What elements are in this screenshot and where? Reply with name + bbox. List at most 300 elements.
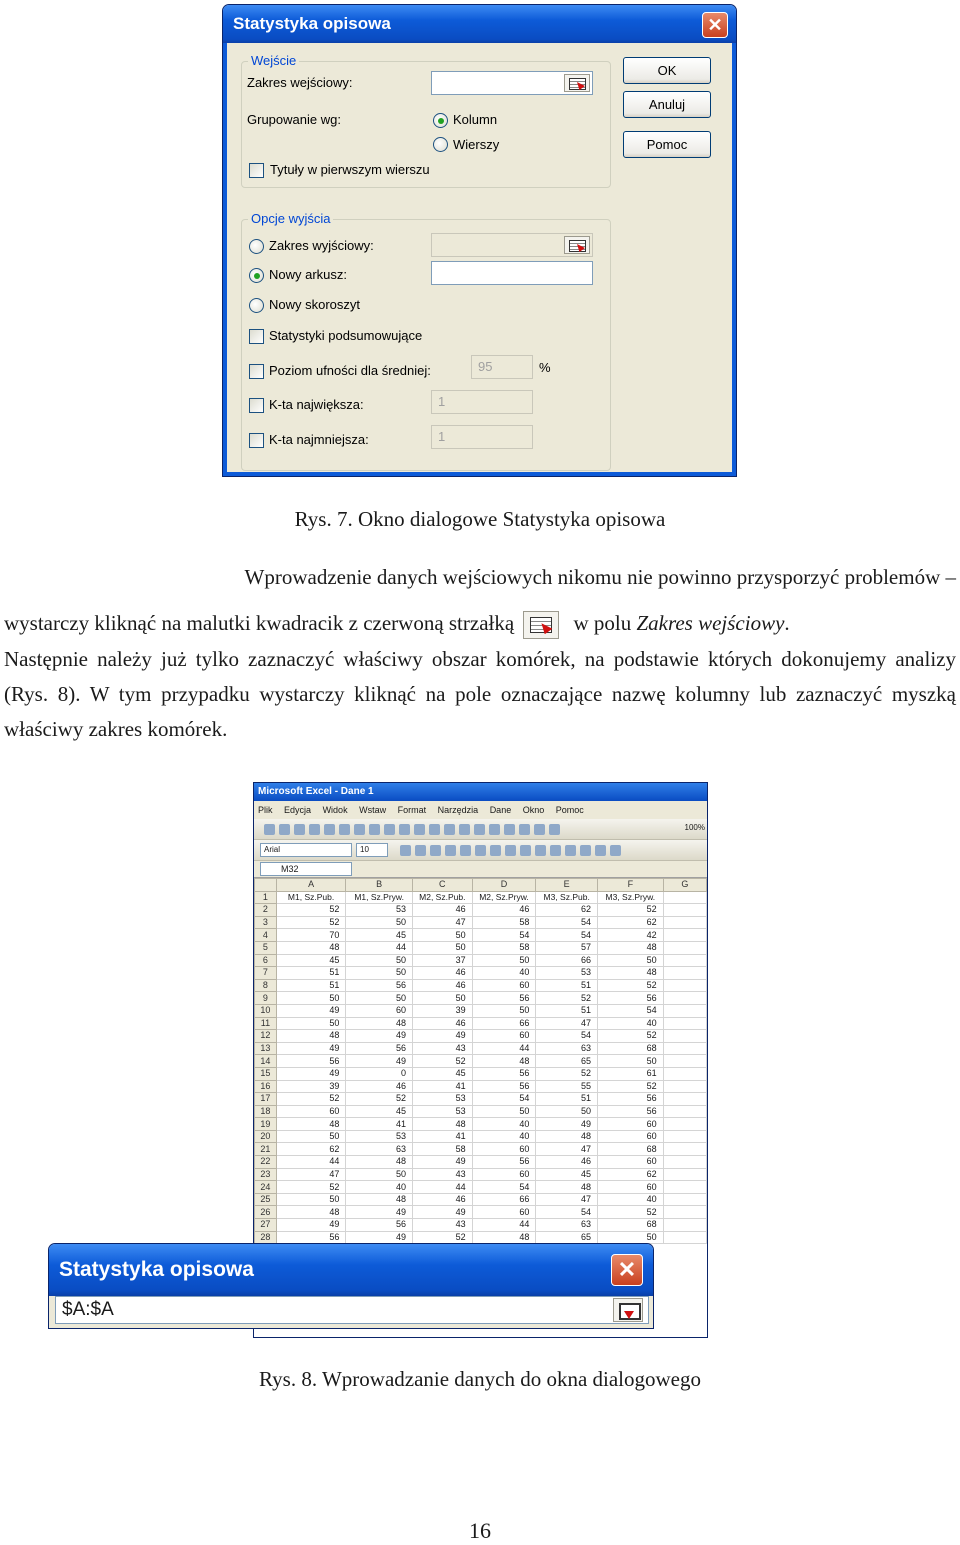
- data-cell[interactable]: 44: [276, 1156, 345, 1169]
- data-cell[interactable]: 43: [412, 1219, 472, 1232]
- data-cell[interactable]: 62: [598, 1168, 664, 1181]
- data-cell[interactable]: 49: [276, 1067, 345, 1080]
- undo-icon[interactable]: [444, 824, 455, 835]
- new-icon[interactable]: [264, 824, 275, 835]
- data-cell[interactable]: 60: [346, 1004, 413, 1017]
- data-cell[interactable]: 65: [536, 1231, 598, 1244]
- data-cell[interactable]: 40: [598, 1017, 664, 1030]
- column-header-f[interactable]: F: [598, 879, 664, 892]
- data-cell[interactable]: 48: [598, 941, 664, 954]
- row-header[interactable]: 16: [255, 1080, 277, 1093]
- data-cell[interactable]: 56: [472, 1156, 536, 1169]
- confidence-level-checkbox[interactable]: [249, 364, 264, 379]
- data-cell[interactable]: 56: [598, 992, 664, 1005]
- data-cell[interactable]: 68: [598, 1042, 664, 1055]
- data-cell[interactable]: 60: [598, 1118, 664, 1131]
- row-header[interactable]: 15: [255, 1067, 277, 1080]
- data-cell[interactable]: 47: [536, 1017, 598, 1030]
- data-cell[interactable]: 39: [412, 1004, 472, 1017]
- data-cell[interactable]: 49: [412, 1156, 472, 1169]
- row-header[interactable]: 21: [255, 1143, 277, 1156]
- column-header-a[interactable]: A: [276, 879, 345, 892]
- header-cell[interactable]: M1, Sz.Pub.: [276, 891, 345, 904]
- empty-cell[interactable]: [663, 967, 706, 980]
- data-cell[interactable]: 40: [472, 1130, 536, 1143]
- open-icon[interactable]: [279, 824, 290, 835]
- row-header[interactable]: 2: [255, 904, 277, 917]
- data-cell[interactable]: 52: [276, 916, 345, 929]
- empty-cell[interactable]: [663, 954, 706, 967]
- empty-cell[interactable]: [663, 1042, 706, 1055]
- merge-icon[interactable]: [490, 845, 501, 856]
- data-cell[interactable]: 52: [346, 1093, 413, 1106]
- range-input-field[interactable]: $A:$A: [55, 1296, 649, 1324]
- kth-largest-checkbox[interactable]: [249, 398, 264, 413]
- data-cell[interactable]: 49: [346, 1231, 413, 1244]
- data-cell[interactable]: 40: [598, 1193, 664, 1206]
- help-button[interactable]: Pomoc: [623, 131, 711, 158]
- data-cell[interactable]: 50: [346, 967, 413, 980]
- row-header[interactable]: 18: [255, 1105, 277, 1118]
- data-cell[interactable]: 49: [346, 1206, 413, 1219]
- data-cell[interactable]: 45: [412, 1067, 472, 1080]
- data-cell[interactable]: 51: [536, 1004, 598, 1017]
- align-left-icon[interactable]: [445, 845, 456, 856]
- cancel-button[interactable]: Anuluj: [623, 91, 711, 118]
- data-cell[interactable]: 66: [536, 954, 598, 967]
- spelling-icon[interactable]: [354, 824, 365, 835]
- data-cell[interactable]: 53: [412, 1105, 472, 1118]
- data-cell[interactable]: 47: [276, 1168, 345, 1181]
- data-cell[interactable]: 60: [472, 1168, 536, 1181]
- data-cell[interactable]: 70: [276, 929, 345, 942]
- name-box[interactable]: M32: [260, 862, 352, 876]
- data-cell[interactable]: 48: [276, 1118, 345, 1131]
- cut-icon[interactable]: [384, 824, 395, 835]
- row-header[interactable]: 12: [255, 1030, 277, 1043]
- new-workbook-radio[interactable]: [249, 298, 264, 313]
- data-cell[interactable]: 44: [472, 1042, 536, 1055]
- data-cell[interactable]: 58: [472, 916, 536, 929]
- data-cell[interactable]: 60: [598, 1181, 664, 1194]
- column-header-b[interactable]: B: [346, 879, 413, 892]
- data-cell[interactable]: 54: [472, 1181, 536, 1194]
- data-cell[interactable]: 44: [412, 1181, 472, 1194]
- data-cell[interactable]: 54: [536, 1030, 598, 1043]
- zoom-level[interactable]: 100%: [684, 823, 705, 832]
- data-cell[interactable]: 40: [472, 1118, 536, 1131]
- data-cell[interactable]: 46: [346, 1080, 413, 1093]
- data-cell[interactable]: 44: [346, 941, 413, 954]
- empty-cell[interactable]: [663, 891, 706, 904]
- ok-button[interactable]: OK: [623, 57, 711, 84]
- data-cell[interactable]: 48: [276, 1206, 345, 1219]
- data-cell[interactable]: 58: [412, 1143, 472, 1156]
- data-cell[interactable]: 50: [276, 992, 345, 1005]
- data-cell[interactable]: 52: [412, 1231, 472, 1244]
- row-header[interactable]: 1: [255, 891, 277, 904]
- empty-cell[interactable]: [663, 1067, 706, 1080]
- data-cell[interactable]: 50: [276, 1017, 345, 1030]
- data-cell[interactable]: 50: [276, 1193, 345, 1206]
- empty-cell[interactable]: [663, 1130, 706, 1143]
- data-cell[interactable]: 60: [472, 1143, 536, 1156]
- data-cell[interactable]: 60: [276, 1105, 345, 1118]
- data-cell[interactable]: 48: [536, 1181, 598, 1194]
- row-header[interactable]: 7: [255, 967, 277, 980]
- row-header[interactable]: 19: [255, 1118, 277, 1131]
- data-cell[interactable]: 51: [276, 979, 345, 992]
- empty-cell[interactable]: [663, 1004, 706, 1017]
- bold-icon[interactable]: [400, 845, 411, 856]
- data-cell[interactable]: 54: [472, 1093, 536, 1106]
- decimal-icon[interactable]: [550, 845, 561, 856]
- data-cell[interactable]: 52: [598, 1206, 664, 1219]
- data-cell[interactable]: 46: [412, 979, 472, 992]
- data-cell[interactable]: 49: [346, 1030, 413, 1043]
- font-size-box[interactable]: 10: [356, 843, 388, 857]
- data-cell[interactable]: 52: [276, 1181, 345, 1194]
- font-color-icon[interactable]: [610, 845, 621, 856]
- data-cell[interactable]: 54: [598, 1004, 664, 1017]
- close-icon[interactable]: ✕: [702, 12, 728, 38]
- data-cell[interactable]: 49: [276, 1042, 345, 1055]
- data-cell[interactable]: 49: [536, 1118, 598, 1131]
- preview-icon[interactable]: [339, 824, 350, 835]
- range-select-icon[interactable]: [564, 74, 590, 92]
- data-cell[interactable]: 66: [472, 1017, 536, 1030]
- align-right-icon[interactable]: [475, 845, 486, 856]
- data-cell[interactable]: 48: [346, 1193, 413, 1206]
- data-cell[interactable]: 60: [472, 1030, 536, 1043]
- empty-cell[interactable]: [663, 1181, 706, 1194]
- data-cell[interactable]: 52: [598, 1080, 664, 1093]
- data-cell[interactable]: 46: [412, 967, 472, 980]
- data-cell[interactable]: 37: [412, 954, 472, 967]
- data-cell[interactable]: 50: [472, 954, 536, 967]
- data-cell[interactable]: 52: [276, 1093, 345, 1106]
- row-header[interactable]: 24: [255, 1181, 277, 1194]
- menu-insert[interactable]: Wstaw: [359, 805, 387, 815]
- fill-color-icon[interactable]: [595, 845, 606, 856]
- empty-cell[interactable]: [663, 941, 706, 954]
- paste-icon[interactable]: [414, 824, 425, 835]
- menu-tools[interactable]: Narzędzia: [437, 805, 479, 815]
- row-header[interactable]: 4: [255, 929, 277, 942]
- data-cell[interactable]: 50: [598, 1231, 664, 1244]
- empty-cell[interactable]: [663, 916, 706, 929]
- data-cell[interactable]: 46: [536, 1156, 598, 1169]
- menu-data[interactable]: Dane: [489, 805, 512, 815]
- redo-icon[interactable]: [459, 824, 470, 835]
- data-cell[interactable]: 68: [598, 1143, 664, 1156]
- data-cell[interactable]: 45: [346, 1105, 413, 1118]
- data-cell[interactable]: 48: [472, 1231, 536, 1244]
- empty-cell[interactable]: [663, 1118, 706, 1131]
- align-center-icon[interactable]: [460, 845, 471, 856]
- data-cell[interactable]: 56: [346, 1219, 413, 1232]
- copy-icon[interactable]: [399, 824, 410, 835]
- data-cell[interactable]: 41: [412, 1130, 472, 1143]
- data-cell[interactable]: 56: [276, 1231, 345, 1244]
- data-cell[interactable]: 52: [598, 979, 664, 992]
- data-cell[interactable]: 62: [598, 916, 664, 929]
- data-cell[interactable]: 50: [472, 1004, 536, 1017]
- data-cell[interactable]: 45: [276, 954, 345, 967]
- data-cell[interactable]: 40: [472, 967, 536, 980]
- header-cell[interactable]: M2, Sz.Pub.: [412, 891, 472, 904]
- data-cell[interactable]: 46: [472, 904, 536, 917]
- column-header-c[interactable]: C: [412, 879, 472, 892]
- confidence-value-field[interactable]: 95: [471, 355, 533, 379]
- percent-icon[interactable]: [520, 845, 531, 856]
- row-header[interactable]: 23: [255, 1168, 277, 1181]
- data-cell[interactable]: 63: [346, 1143, 413, 1156]
- data-cell[interactable]: 62: [536, 904, 598, 917]
- empty-cell[interactable]: [663, 1017, 706, 1030]
- data-cell[interactable]: 47: [412, 916, 472, 929]
- currency-icon[interactable]: [505, 845, 516, 856]
- output-range-radio[interactable]: [249, 239, 264, 254]
- row-header[interactable]: 13: [255, 1042, 277, 1055]
- data-cell[interactable]: 51: [276, 967, 345, 980]
- chart-icon[interactable]: [534, 824, 545, 835]
- select-all-corner[interactable]: [255, 879, 277, 892]
- input-range-field[interactable]: [431, 71, 593, 95]
- data-cell[interactable]: 54: [536, 916, 598, 929]
- data-cell[interactable]: 54: [472, 929, 536, 942]
- save-icon[interactable]: [294, 824, 305, 835]
- data-cell[interactable]: 50: [412, 929, 472, 942]
- data-cell[interactable]: 49: [276, 1219, 345, 1232]
- empty-cell[interactable]: [663, 1168, 706, 1181]
- data-cell[interactable]: 50: [472, 1105, 536, 1118]
- summary-stats-checkbox[interactable]: [249, 329, 264, 344]
- data-cell[interactable]: 56: [346, 1042, 413, 1055]
- new-sheet-radio[interactable]: [249, 268, 264, 283]
- row-header[interactable]: 26: [255, 1206, 277, 1219]
- data-cell[interactable]: 50: [346, 1168, 413, 1181]
- data-cell[interactable]: 56: [472, 1080, 536, 1093]
- data-cell[interactable]: 48: [412, 1118, 472, 1131]
- permission-icon[interactable]: [309, 824, 320, 835]
- data-cell[interactable]: 52: [598, 904, 664, 917]
- group-rows-radio[interactable]: [433, 137, 448, 152]
- data-cell[interactable]: 56: [598, 1105, 664, 1118]
- empty-cell[interactable]: [663, 979, 706, 992]
- data-cell[interactable]: 45: [536, 1168, 598, 1181]
- format-painter-icon[interactable]: [429, 824, 440, 835]
- data-cell[interactable]: 52: [536, 992, 598, 1005]
- data-cell[interactable]: 40: [346, 1181, 413, 1194]
- empty-cell[interactable]: [663, 1206, 706, 1219]
- data-cell[interactable]: 41: [346, 1118, 413, 1131]
- empty-cell[interactable]: [663, 1156, 706, 1169]
- data-cell[interactable]: 63: [536, 1042, 598, 1055]
- kth-smallest-checkbox[interactable]: [249, 433, 264, 448]
- row-header[interactable]: 6: [255, 954, 277, 967]
- thousands-icon[interactable]: [535, 845, 546, 856]
- italic-icon[interactable]: [415, 845, 426, 856]
- empty-cell[interactable]: [663, 1193, 706, 1206]
- column-header-d[interactable]: D: [472, 879, 536, 892]
- data-cell[interactable]: 47: [536, 1143, 598, 1156]
- empty-cell[interactable]: [663, 904, 706, 917]
- data-cell[interactable]: 62: [276, 1143, 345, 1156]
- menu-view[interactable]: Widok: [322, 805, 348, 815]
- data-cell[interactable]: 50: [412, 941, 472, 954]
- data-cell[interactable]: 43: [412, 1168, 472, 1181]
- data-cell[interactable]: 54: [536, 929, 598, 942]
- data-cell[interactable]: 48: [536, 1130, 598, 1143]
- data-cell[interactable]: 56: [598, 1093, 664, 1106]
- output-range-field[interactable]: [431, 233, 593, 257]
- data-cell[interactable]: 60: [472, 1206, 536, 1219]
- header-cell[interactable]: M3, Sz.Pryw.: [598, 891, 664, 904]
- data-cell[interactable]: 48: [472, 1055, 536, 1068]
- data-cell[interactable]: 52: [536, 1067, 598, 1080]
- row-header[interactable]: 3: [255, 916, 277, 929]
- group-columns-radio[interactable]: [433, 113, 448, 128]
- data-cell[interactable]: 50: [536, 1105, 598, 1118]
- empty-cell[interactable]: [663, 1093, 706, 1106]
- row-header[interactable]: 17: [255, 1093, 277, 1106]
- data-cell[interactable]: 48: [276, 941, 345, 954]
- header-cell[interactable]: M1, Sz.Pryw.: [346, 891, 413, 904]
- borders-icon[interactable]: [580, 845, 591, 856]
- column-header-e[interactable]: E: [536, 879, 598, 892]
- sort-asc-icon[interactable]: [504, 824, 515, 835]
- kth-smallest-field[interactable]: 1: [431, 425, 533, 449]
- new-sheet-field[interactable]: [431, 261, 593, 285]
- data-cell[interactable]: 50: [276, 1130, 345, 1143]
- data-cell[interactable]: 43: [412, 1042, 472, 1055]
- data-cell[interactable]: 49: [412, 1206, 472, 1219]
- font-name-box[interactable]: Arial: [260, 843, 352, 857]
- data-cell[interactable]: 49: [276, 1004, 345, 1017]
- data-cell[interactable]: 48: [346, 1017, 413, 1030]
- empty-cell[interactable]: [663, 1080, 706, 1093]
- data-cell[interactable]: 60: [598, 1156, 664, 1169]
- data-cell[interactable]: 51: [536, 1093, 598, 1106]
- data-cell[interactable]: 56: [472, 992, 536, 1005]
- data-cell[interactable]: 66: [472, 1193, 536, 1206]
- row-header[interactable]: 9: [255, 992, 277, 1005]
- empty-cell[interactable]: [663, 992, 706, 1005]
- autosum-icon[interactable]: [489, 824, 500, 835]
- data-cell[interactable]: 58: [472, 941, 536, 954]
- close-icon[interactable]: ✕: [611, 1254, 643, 1286]
- data-cell[interactable]: 52: [598, 1030, 664, 1043]
- row-header[interactable]: 5: [255, 941, 277, 954]
- sort-desc-icon[interactable]: [519, 824, 530, 835]
- data-cell[interactable]: 50: [412, 992, 472, 1005]
- empty-cell[interactable]: [663, 1105, 706, 1118]
- column-header-g[interactable]: G: [663, 879, 706, 892]
- row-header[interactable]: 8: [255, 979, 277, 992]
- row-header[interactable]: 10: [255, 1004, 277, 1017]
- data-cell[interactable]: 50: [346, 992, 413, 1005]
- data-cell[interactable]: 63: [536, 1219, 598, 1232]
- data-cell[interactable]: 45: [346, 929, 413, 942]
- data-cell[interactable]: 50: [346, 954, 413, 967]
- data-cell[interactable]: 53: [412, 1093, 472, 1106]
- data-cell[interactable]: 48: [276, 1030, 345, 1043]
- data-cell[interactable]: 65: [536, 1055, 598, 1068]
- data-cell[interactable]: 47: [536, 1193, 598, 1206]
- empty-cell[interactable]: [663, 929, 706, 942]
- data-cell[interactable]: 50: [346, 916, 413, 929]
- print-icon[interactable]: [324, 824, 335, 835]
- row-header[interactable]: 28: [255, 1231, 277, 1244]
- data-cell[interactable]: 60: [598, 1130, 664, 1143]
- research-icon[interactable]: [369, 824, 380, 835]
- row-header[interactable]: 11: [255, 1017, 277, 1030]
- menu-edit[interactable]: Edycja: [284, 805, 312, 815]
- menu-window[interactable]: Okno: [522, 805, 545, 815]
- row-header[interactable]: 14: [255, 1055, 277, 1068]
- data-cell[interactable]: 46: [412, 904, 472, 917]
- row-header[interactable]: 27: [255, 1219, 277, 1232]
- data-cell[interactable]: 61: [598, 1067, 664, 1080]
- data-cell[interactable]: 55: [536, 1080, 598, 1093]
- empty-cell[interactable]: [663, 1143, 706, 1156]
- data-cell[interactable]: 52: [412, 1055, 472, 1068]
- underline-icon[interactable]: [430, 845, 441, 856]
- hyperlink-icon[interactable]: [474, 824, 485, 835]
- data-cell[interactable]: 68: [598, 1219, 664, 1232]
- header-cell[interactable]: M3, Sz.Pub.: [536, 891, 598, 904]
- data-cell[interactable]: 44: [472, 1219, 536, 1232]
- row-header[interactable]: 20: [255, 1130, 277, 1143]
- data-cell[interactable]: 48: [346, 1156, 413, 1169]
- data-cell[interactable]: 39: [276, 1080, 345, 1093]
- data-cell[interactable]: 49: [346, 1055, 413, 1068]
- data-cell[interactable]: 0: [346, 1067, 413, 1080]
- data-cell[interactable]: 52: [276, 904, 345, 917]
- data-cell[interactable]: 56: [276, 1055, 345, 1068]
- data-cell[interactable]: 56: [472, 1067, 536, 1080]
- drawing-icon[interactable]: [549, 824, 560, 835]
- data-cell[interactable]: 41: [412, 1080, 472, 1093]
- labels-first-row-checkbox[interactable]: [249, 163, 264, 178]
- data-cell[interactable]: 46: [412, 1017, 472, 1030]
- data-cell[interactable]: 60: [472, 979, 536, 992]
- menu-file[interactable]: Plik: [258, 805, 273, 815]
- data-cell[interactable]: 49: [412, 1030, 472, 1043]
- data-cell[interactable]: 53: [536, 967, 598, 980]
- menu-help[interactable]: Pomoc: [555, 805, 584, 815]
- empty-cell[interactable]: [663, 1219, 706, 1232]
- range-select-icon[interactable]: [564, 236, 590, 254]
- data-cell[interactable]: 54: [536, 1206, 598, 1219]
- indent-icon[interactable]: [565, 845, 576, 856]
- data-cell[interactable]: 50: [598, 954, 664, 967]
- data-cell[interactable]: 50: [598, 1055, 664, 1068]
- data-cell[interactable]: 56: [346, 979, 413, 992]
- menu-format[interactable]: Format: [397, 805, 427, 815]
- data-cell[interactable]: 48: [598, 967, 664, 980]
- row-header[interactable]: 22: [255, 1156, 277, 1169]
- empty-cell[interactable]: [663, 1030, 706, 1043]
- data-cell[interactable]: 53: [346, 1130, 413, 1143]
- data-cell[interactable]: 57: [536, 941, 598, 954]
- header-cell[interactable]: M2, Sz.Pryw.: [472, 891, 536, 904]
- data-cell[interactable]: 53: [346, 904, 413, 917]
- kth-largest-field[interactable]: 1: [431, 390, 533, 414]
- data-cell[interactable]: 46: [412, 1193, 472, 1206]
- row-header[interactable]: 25: [255, 1193, 277, 1206]
